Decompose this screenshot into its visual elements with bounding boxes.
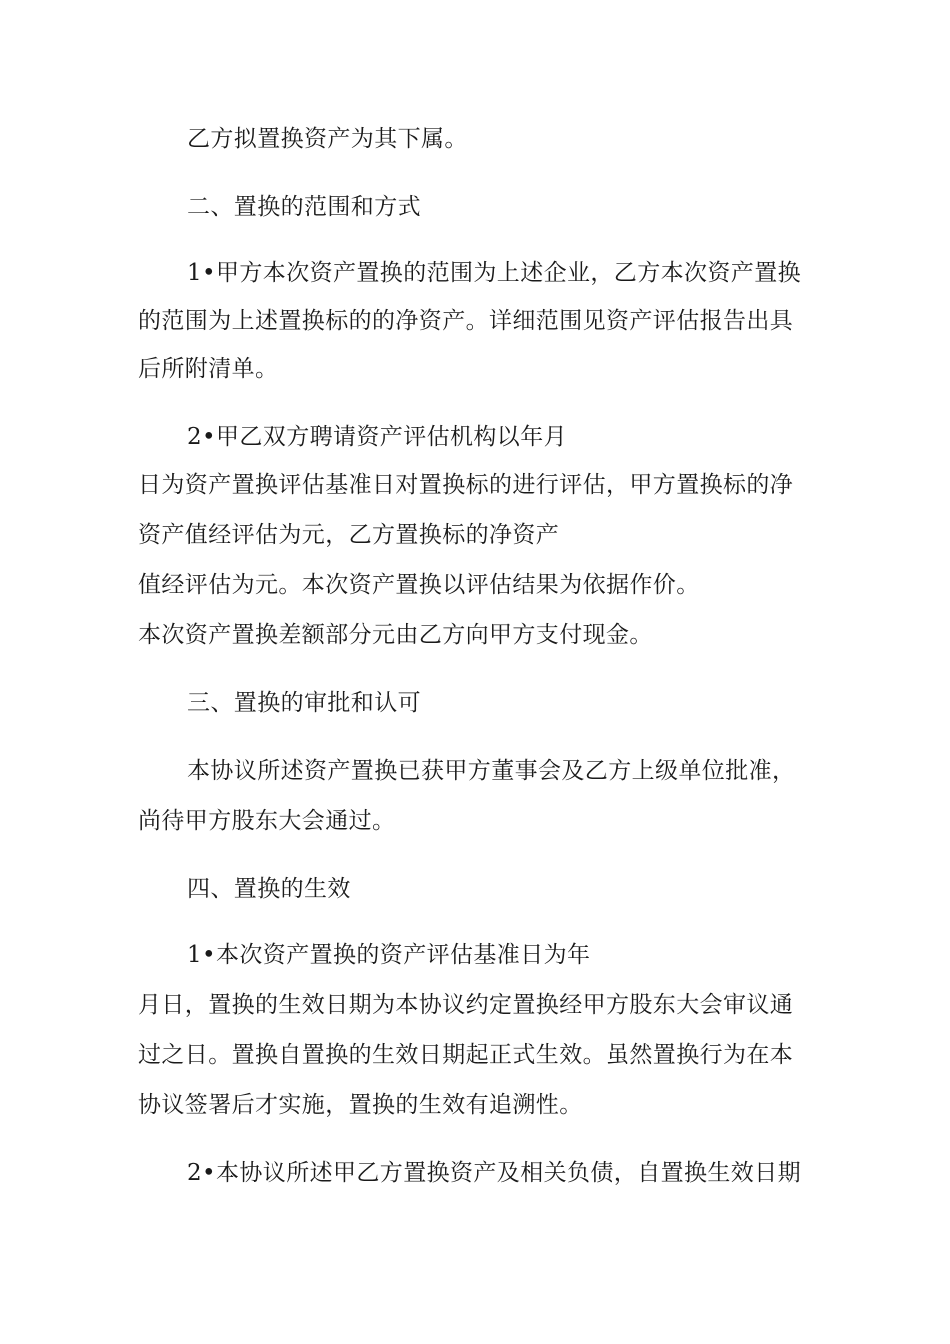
- section-heading: 二、置换的范围和方式: [187, 194, 421, 220]
- paragraph-line: 2•本协议所述甲乙方置换资产及相关负债，自置换生效日期: [187, 1160, 801, 1186]
- paragraph-line: 日为资产置换评估基准日对置换标的进行评估，甲方置换标的净: [138, 472, 794, 498]
- paragraph-line: 本次资产置换差额部分元由乙方向甲方支付现金。: [138, 622, 653, 648]
- paragraph-line: 2•甲乙双方聘请资产评估机构以年月: [187, 424, 567, 450]
- paragraph-line: 后所附清单。: [138, 356, 279, 382]
- paragraph-line: 1•本次资产置换的资产评估基准日为年: [187, 942, 591, 968]
- paragraph-line: 的范围为上述置换标的的净资产。详细范围见资产评估报告出具: [138, 308, 794, 334]
- paragraph-line: 过之日。置换自置换的生效日期起正式生效。虽然置换行为在本: [138, 1042, 794, 1068]
- paragraph-line: 尚待甲方股东大会通过。: [138, 808, 396, 834]
- paragraph-line: 资产值经评估为元，乙方置换标的净资产: [138, 522, 560, 548]
- paragraph-line: 乙方拟置换资产为其下属。: [187, 126, 468, 152]
- section-heading: 四、置换的生效: [187, 876, 351, 902]
- paragraph-line: 1•甲方本次资产置换的范围为上述企业，乙方本次资产置换: [187, 260, 801, 286]
- paragraph-line: 月日，置换的生效日期为本协议约定置换经甲方股东大会审议通: [138, 992, 794, 1018]
- paragraph-line: 本协议所述资产置换已获甲方董事会及乙方上级单位批准，: [187, 758, 796, 784]
- paragraph-line: 协议签署后才实施，置换的生效有追溯性。: [138, 1092, 583, 1118]
- paragraph-line: 值经评估为元。本次资产置换以评估结果为依据作价。: [138, 572, 700, 598]
- section-heading: 三、置换的审批和认可: [187, 690, 421, 716]
